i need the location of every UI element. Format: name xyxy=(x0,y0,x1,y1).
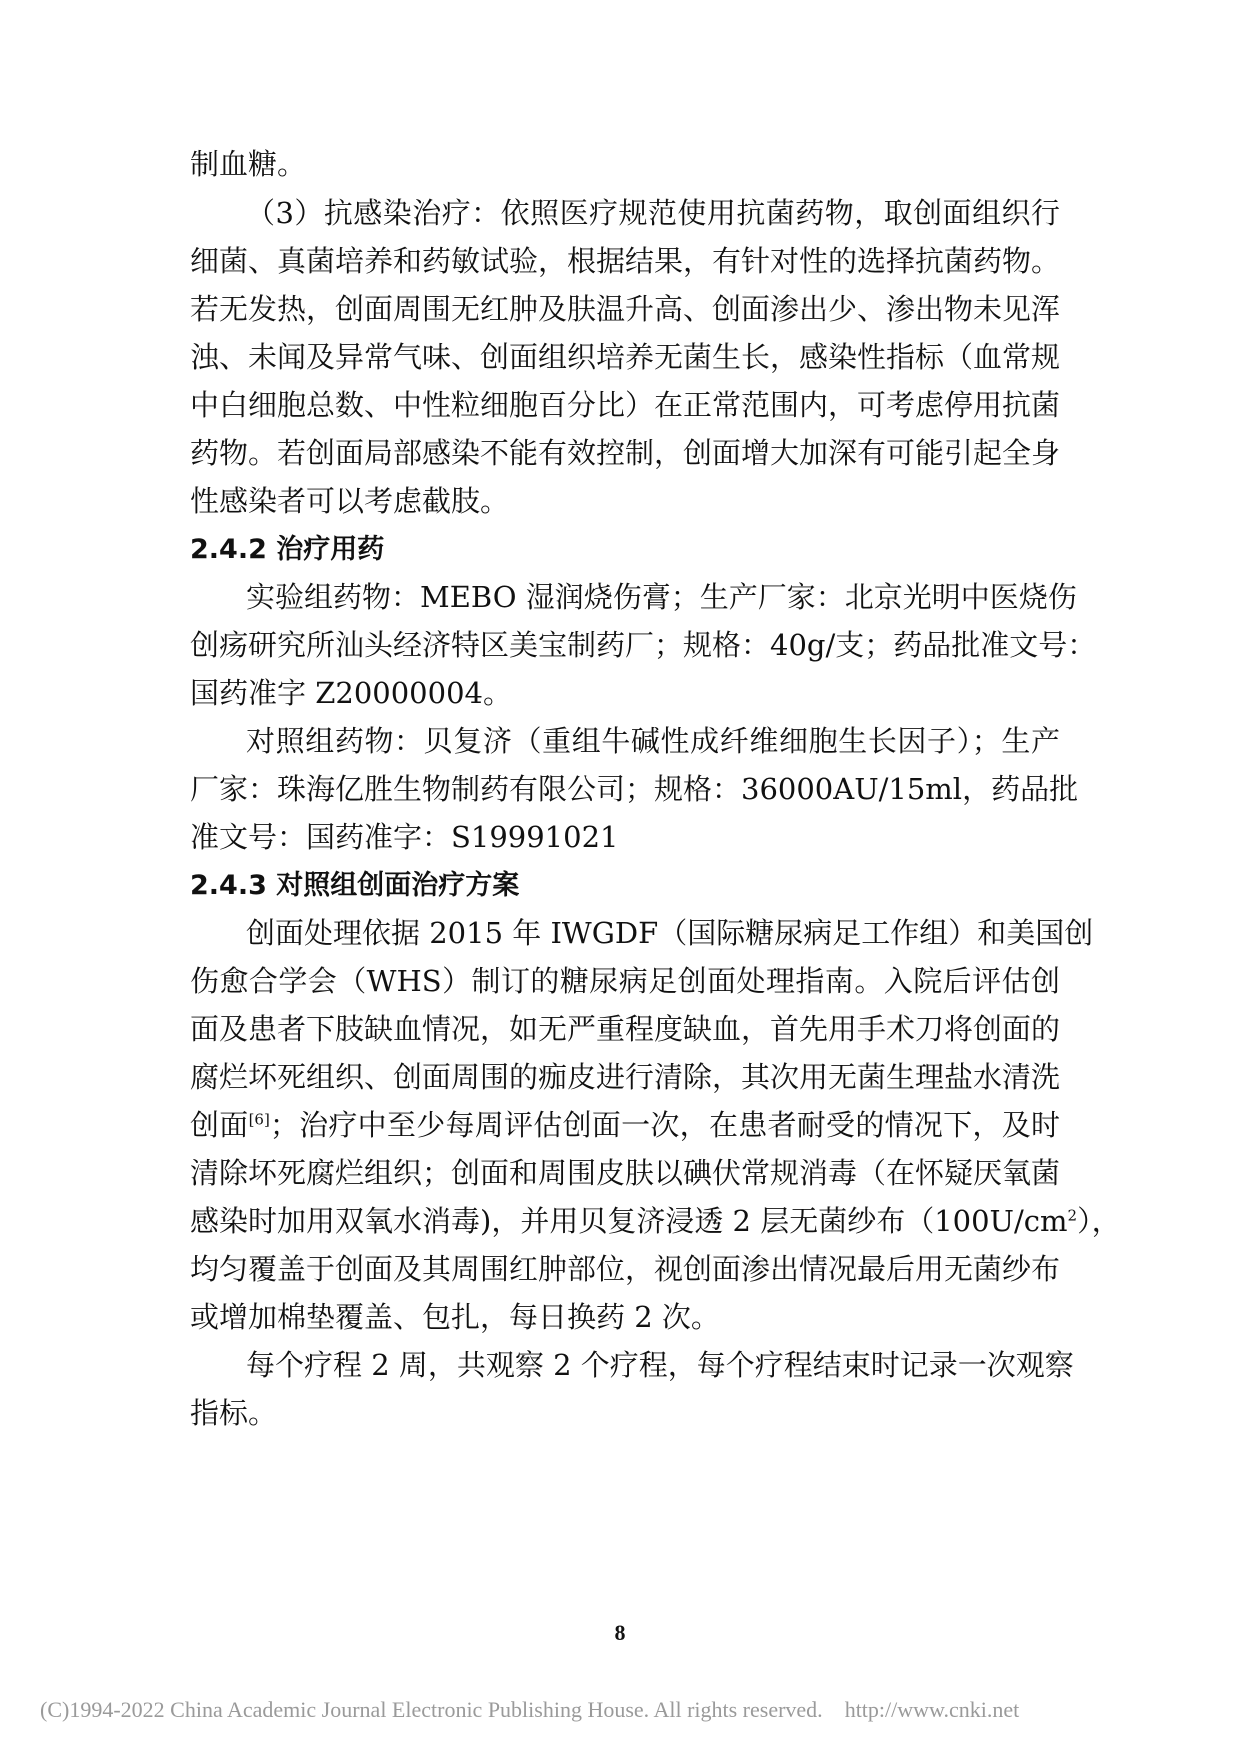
body-line: 性感染者可以考虑截肢。 xyxy=(190,484,510,518)
body-line: 中白细胞总数、中性粒细胞百分比）在正常范围内，可考虑停用抗菌 xyxy=(190,388,1061,422)
body-line: （3）抗感染治疗：依照医疗规范使用抗菌药物，取创面组织行 xyxy=(246,196,1060,230)
body-line: 若无发热，创面周围无红肿及肤温升高、创面渗出少、渗出物未见浑 xyxy=(190,292,1061,326)
copyright-footer xyxy=(40,1697,1019,1723)
body-text-segment: ；治疗中至少每周评估创面一次，在患者耐受的情况下，及时 xyxy=(269,1108,1060,1142)
section-heading: 2.4.2 治疗用药 xyxy=(190,534,385,565)
body-line: 均匀覆盖于创面及其周围红肿部位，视创面渗出情况最后用无菌纱布 xyxy=(190,1252,1061,1286)
body-line: 每个疗程 2 周，共观察 2 个疗程，每个疗程结束时记录一次观察 xyxy=(246,1348,1074,1382)
body-line xyxy=(190,1201,1121,1241)
body-line: 或增加棉垫覆盖、包扎，每日换药 2 次。 xyxy=(190,1300,720,1334)
body-text-segment: 感染时加用双氧水消毒)，并用贝复济浸透 2 层无菌纱布（100U/cm xyxy=(190,1204,1068,1238)
body-text-segment: ）， xyxy=(1077,1204,1121,1238)
body-line: 创面处理依据 2015 年 IWGDF（国际糖尿病足工作组）和美国创 xyxy=(246,916,1094,950)
superscript: 2 xyxy=(1067,1206,1078,1225)
body-line: 腐烂坏死组织、创面周围的痂皮进行清除，其次用无菌生理盐水清洗 xyxy=(190,1060,1061,1094)
body-line: 准文号：国药准字：S19991021 xyxy=(190,820,619,854)
body-line: 国药准字 Z20000004。 xyxy=(190,676,512,710)
copyright-text: (C)1994-2022 China Academic Journal Electronic Publishing House. All rights reserved. xyxy=(40,1697,823,1722)
body-line: 面及患者下肢缺血情况，如无严重程度缺血，首先用手术刀将创面的 xyxy=(190,1012,1061,1046)
body-line: 实验组药物：MEBO 湿润烧伤膏；生产厂家：北京光明中医烧伤 xyxy=(246,580,1077,614)
body-text-segment: 创面 xyxy=(190,1108,249,1142)
footer-url: http://www.cnki.net xyxy=(844,1697,1020,1722)
citation-reference: [6] xyxy=(248,1110,270,1129)
body-line xyxy=(190,1105,1060,1145)
page-number: 8 xyxy=(614,1620,626,1645)
body-line: 厂家：珠海亿胜生物制药有限公司；规格：36000AU/15ml，药品批 xyxy=(190,772,1079,806)
body-line: 创疡研究所汕头经济特区美宝制药厂；规格：40g/支；药品批准文号： xyxy=(190,628,1097,662)
body-line: 指标。 xyxy=(190,1396,278,1430)
body-line: 伤愈合学会（WHS）制订的糖尿病足创面处理指南。入院后评估创 xyxy=(190,964,1060,998)
body-line: 制血糖。 xyxy=(190,147,307,181)
body-line: 对照组药物：贝复济（重组牛碱性成纤维细胞生长因子）；生产 xyxy=(246,724,1060,758)
body-line: 细菌、真菌培养和药敏试验，根据结果，有针对性的选择抗菌药物。 xyxy=(190,244,1061,278)
section-heading: 2.4.3 对照组创面治疗方案 xyxy=(190,870,520,901)
body-line: 浊、未闻及异常气味、创面组织培养无菌生长，感染性指标（血常规 xyxy=(190,340,1061,374)
body-line: 清除坏死腐烂组织；创面和周围皮肤以碘伏常规消毒（在怀疑厌氧菌 xyxy=(190,1156,1061,1190)
body-line: 药物。若创面局部感染不能有效控制，创面增大加深有可能引起全身 xyxy=(190,436,1061,470)
